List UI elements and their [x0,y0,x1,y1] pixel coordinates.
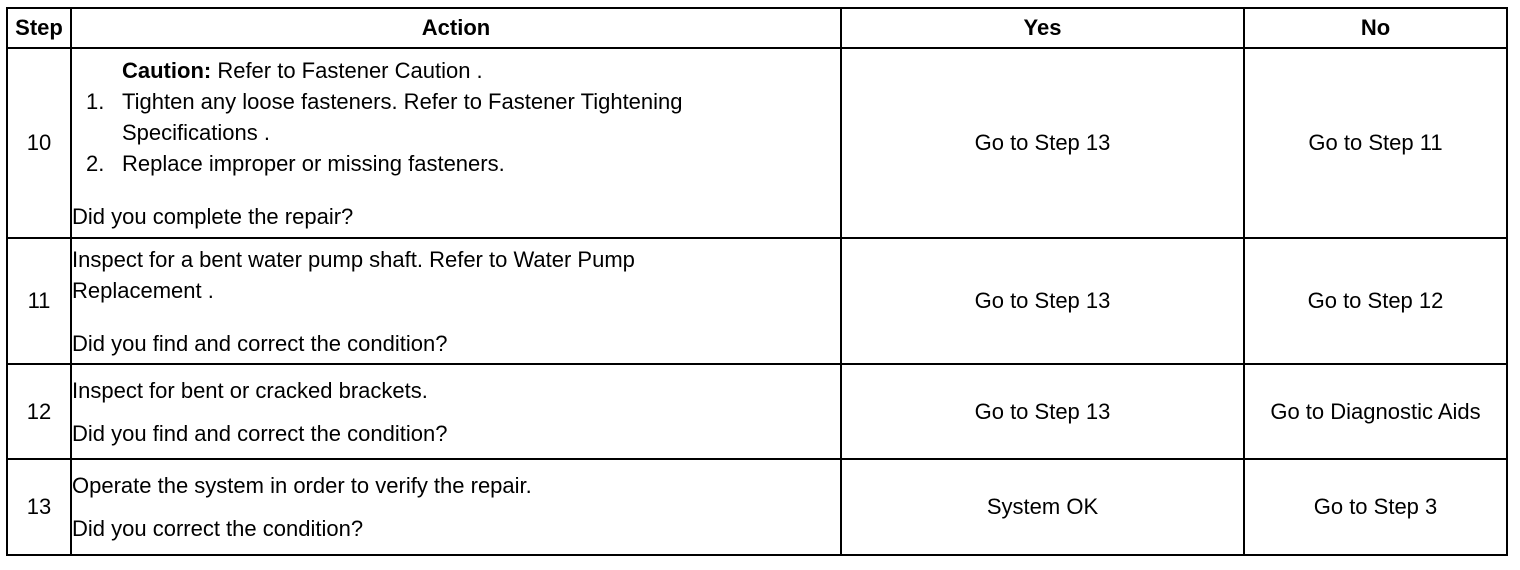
no-result: Go to Step 3 [1244,459,1507,555]
step-number: 13 [7,459,71,555]
step-index: 1. [86,88,105,114]
question-text: Did you complete the repair? [72,203,354,229]
table-row [7,48,1507,238]
action-text: Operate the system in order to verify the repair. [72,473,532,498]
step-number: 12 [7,364,71,459]
caution-label: Caution: [122,57,212,83]
header-no: No [1244,8,1507,48]
action-text: Inspect for a bent water pump shaft. Refer to Water Pump [72,246,635,272]
question-text: Did you correct the condition? [72,516,364,541]
caution-text: Refer to Fastener Caution . [211,57,483,83]
procedure-step [72,86,840,148]
step-text: Tighten any loose fasteners. Refer to Fastener Tightening Specifications . [122,88,683,145]
step-number: 11 [7,238,71,364]
procedure-steps [72,86,840,179]
action-cell [71,459,841,555]
no-result: Go to Diagnostic Aids [1244,364,1507,459]
yes-result: Go to Step 13 [841,48,1244,238]
diagnostic-table [6,7,1508,556]
no-result: Go to Step 12 [1244,238,1507,364]
action-text: Inspect for bent or cracked brackets. [72,377,428,403]
no-result: Go to Step 11 [1244,48,1507,238]
step-index: 2. [86,150,105,176]
table-row [7,238,1507,364]
header-step: Step [7,8,71,48]
question-text: Did you find and correct the condition? [72,420,448,446]
action-cell [71,364,841,459]
header-action: Action [71,8,841,48]
yes-result: Go to Step 13 [841,238,1244,364]
table-row [7,364,1507,459]
step-text: Replace improper or missing fasteners. [122,150,505,176]
question-text: Did you find and correct the condition? [72,330,448,356]
yes-result: System OK [841,459,1244,555]
caution-note [72,55,840,86]
action-text-continued: Replacement . [72,277,214,303]
action-cell [71,48,841,238]
header-yes: Yes [841,8,1244,48]
step-number: 10 [7,48,71,238]
yes-result: Go to Step 13 [841,364,1244,459]
procedure-step [72,148,840,179]
table-row [7,459,1507,555]
table-header-row [7,8,1507,48]
action-cell [71,238,841,364]
